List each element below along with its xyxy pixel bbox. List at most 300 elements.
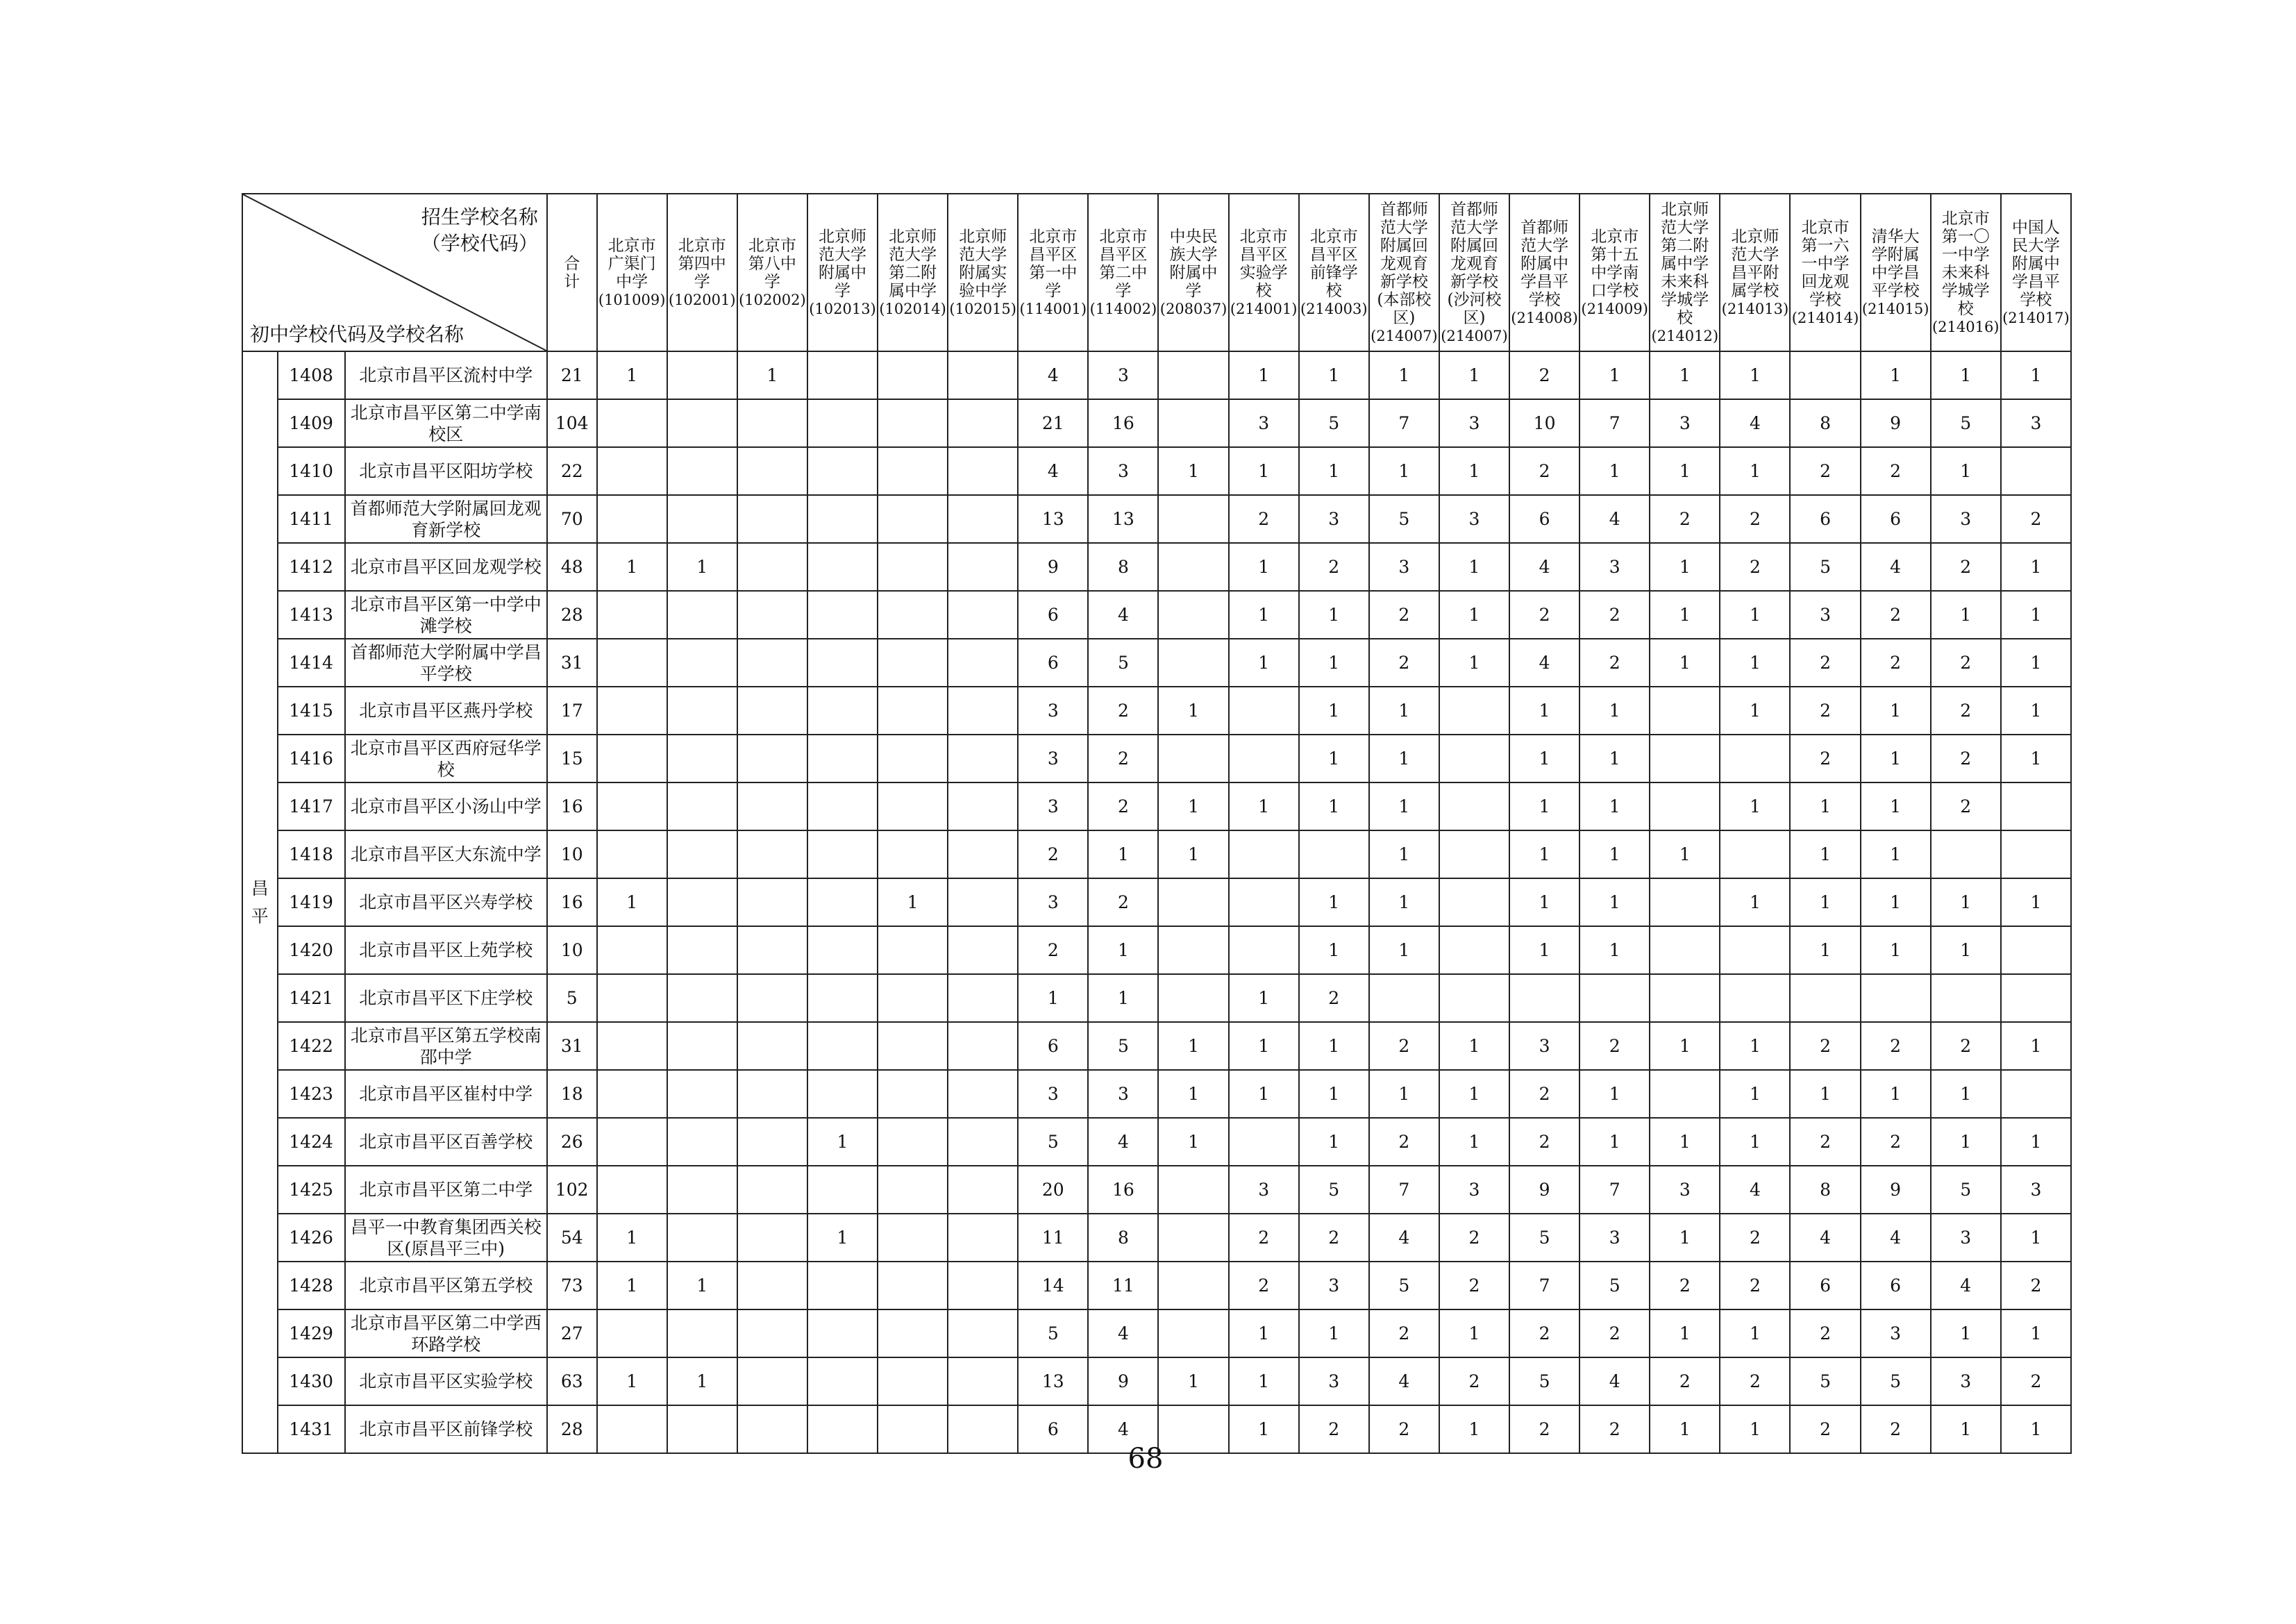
- quota-cell: 4: [1720, 399, 1790, 447]
- quota-cell: [597, 830, 667, 878]
- quota-cell: 1: [1579, 687, 1650, 735]
- quota-cell: 1: [1931, 351, 2001, 399]
- quota-cell: 1: [1720, 447, 1790, 495]
- quota-cell: 5: [1088, 639, 1158, 687]
- quota-cell: 7: [1579, 399, 1650, 447]
- school-code-cell: 1429: [278, 1309, 345, 1357]
- quota-cell: 6: [1509, 495, 1579, 543]
- quota-cell: [667, 399, 737, 447]
- quota-cell: 1: [1299, 351, 1369, 399]
- quota-cell: [737, 495, 807, 543]
- quota-cell: [807, 687, 878, 735]
- quota-cell: [737, 1070, 807, 1118]
- quota-cell: 3: [1439, 1166, 1509, 1214]
- quota-cell: [948, 926, 1018, 974]
- quota-cell: [807, 830, 878, 878]
- quota-cell: 4: [1579, 1357, 1650, 1405]
- quota-cell: 13: [1018, 495, 1088, 543]
- quota-cell: [737, 974, 807, 1022]
- quota-cell: 6: [1861, 1262, 1931, 1309]
- quota-cell: 1: [2001, 639, 2071, 687]
- quota-cell: [807, 399, 878, 447]
- total-cell: 28: [547, 1405, 597, 1453]
- quota-cell: 2: [2001, 1357, 2071, 1405]
- quota-cell: [1229, 878, 1299, 926]
- quota-cell: 1: [1229, 1022, 1299, 1070]
- quota-cell: [948, 1405, 1018, 1453]
- school-code-cell: 1416: [278, 735, 345, 782]
- school-code-cell: 1409: [278, 399, 345, 447]
- quota-cell: 1: [1650, 543, 1720, 591]
- quota-cell: [597, 399, 667, 447]
- school-column-name: 首都师 范大学 附属回 龙观育 新学校 (本部校 区): [1377, 200, 1432, 327]
- quota-cell: 1: [1229, 447, 1299, 495]
- quota-cell: [667, 1166, 737, 1214]
- quota-cell: 3: [1088, 351, 1158, 399]
- school-name-cell: 北京市昌平区兴寿学校: [345, 878, 547, 926]
- quota-cell: 1: [597, 1262, 667, 1309]
- total-column-header: 合 计: [547, 194, 597, 351]
- school-code-cell: 1422: [278, 1022, 345, 1070]
- quota-cell: 1: [1720, 1309, 1790, 1357]
- quota-cell: 3: [1790, 591, 1860, 639]
- quota-cell: [667, 1214, 737, 1262]
- table-row: [242, 447, 2071, 495]
- quota-cell: 1: [1369, 351, 1439, 399]
- table-row: [242, 830, 2071, 878]
- quota-cell: 1: [1299, 687, 1369, 735]
- quota-cell: 1: [1299, 591, 1369, 639]
- quota-cell: 1: [2001, 351, 2071, 399]
- total-cell: 102: [547, 1166, 597, 1214]
- quota-cell: 7: [1369, 1166, 1439, 1214]
- school-column-header: [1299, 194, 1369, 351]
- quota-cell: 1: [597, 351, 667, 399]
- quota-cell: [878, 1166, 948, 1214]
- table-header-row: [242, 194, 2071, 351]
- quota-cell: [597, 1309, 667, 1357]
- quota-cell: 3: [1369, 543, 1439, 591]
- quota-cell: 1: [1369, 735, 1439, 782]
- quota-cell: 1: [597, 878, 667, 926]
- quota-cell: [878, 830, 948, 878]
- quota-cell: 1: [2001, 1118, 2071, 1166]
- quota-cell: 2: [1509, 447, 1579, 495]
- quota-cell: 1: [1439, 447, 1509, 495]
- quota-cell: [878, 782, 948, 830]
- quota-cell: 1: [1088, 830, 1158, 878]
- quota-cell: 1: [1650, 1405, 1720, 1453]
- quota-cell: 3: [1018, 687, 1088, 735]
- quota-cell: [1650, 974, 1720, 1022]
- total-cell: 16: [547, 878, 597, 926]
- quota-cell: 1: [1229, 974, 1299, 1022]
- quota-cell: [597, 782, 667, 830]
- school-column-name: 北京市 第四中 学: [678, 236, 726, 291]
- school-column-header: [1650, 194, 1720, 351]
- school-code-cell: 1415: [278, 687, 345, 735]
- quota-cell: 1: [1439, 1118, 1509, 1166]
- school-column-name: 首都师 范大学 附属回 龙观育 新学校 (沙河校 区): [1447, 200, 1502, 327]
- school-code-cell: 1408: [278, 351, 345, 399]
- school-column-code: (214017): [2002, 309, 2070, 326]
- quota-cell: 1: [1158, 782, 1228, 830]
- quota-cell: 20: [1018, 1166, 1088, 1214]
- quota-cell: [807, 1022, 878, 1070]
- school-name-cell: 北京市昌平区崔村中学: [345, 1070, 547, 1118]
- table-row: [242, 1070, 2071, 1118]
- school-column-header: [1720, 194, 1790, 351]
- quota-cell: 4: [1088, 1118, 1158, 1166]
- quota-cell: 1: [2001, 543, 2071, 591]
- quota-cell: [2001, 926, 2071, 974]
- quota-cell: 1: [2001, 687, 2071, 735]
- quota-cell: [948, 447, 1018, 495]
- quota-cell: 11: [1018, 1214, 1088, 1262]
- quota-cell: [948, 735, 1018, 782]
- quota-cell: [2001, 447, 2071, 495]
- school-code-cell: 1412: [278, 543, 345, 591]
- total-cell: 73: [547, 1262, 597, 1309]
- quota-cell: [1158, 878, 1228, 926]
- quota-cell: 1: [1088, 974, 1158, 1022]
- table-row: [242, 591, 2071, 639]
- quota-cell: 2: [1088, 782, 1158, 830]
- table-row: [242, 351, 2071, 399]
- total-cell: 54: [547, 1214, 597, 1262]
- quota-cell: 3: [1018, 878, 1088, 926]
- quota-cell: [667, 926, 737, 974]
- quota-cell: [1158, 1166, 1228, 1214]
- table-row: [242, 1214, 2071, 1262]
- quota-cell: [597, 1118, 667, 1166]
- school-name-cell: 北京市昌平区前锋学校: [345, 1405, 547, 1453]
- quota-cell: 6: [1861, 495, 1931, 543]
- quota-cell: 1: [1861, 878, 1931, 926]
- quota-cell: [1229, 1118, 1299, 1166]
- quota-cell: [1158, 639, 1228, 687]
- quota-cell: 1: [1229, 543, 1299, 591]
- quota-cell: [807, 1405, 878, 1453]
- school-column-name: 北京市 第八中 学: [748, 236, 796, 291]
- quota-cell: 1: [1720, 591, 1790, 639]
- quota-cell: 1: [1861, 351, 1931, 399]
- quota-cell: 1: [1650, 830, 1720, 878]
- school-column-name: 北京市 第十五 中学南 口学校: [1591, 227, 1639, 300]
- quota-cell: [878, 1022, 948, 1070]
- quota-cell: 21: [1018, 399, 1088, 447]
- quota-cell: 11: [1088, 1262, 1158, 1309]
- quota-cell: 2: [1790, 1309, 1860, 1357]
- school-name-cell: 北京市昌平区百善学校: [345, 1118, 547, 1166]
- quota-cell: 1: [1439, 543, 1509, 591]
- school-column-code: (214014): [1791, 309, 1859, 326]
- quota-cell: [667, 495, 737, 543]
- quota-cell: 1: [1579, 735, 1650, 782]
- quota-cell: 2: [1369, 1405, 1439, 1453]
- quota-cell: 1: [667, 1357, 737, 1405]
- quota-cell: 2: [1720, 543, 1790, 591]
- table-row: [242, 495, 2071, 543]
- quota-cell: [807, 543, 878, 591]
- quota-cell: [1720, 974, 1790, 1022]
- quota-cell: 7: [1579, 1166, 1650, 1214]
- school-code-cell: 1411: [278, 495, 345, 543]
- quota-cell: 1: [1650, 351, 1720, 399]
- quota-cell: 1: [1579, 926, 1650, 974]
- admission-quota-table: [242, 193, 2072, 1454]
- school-name-cell: 北京市昌平区上苑学校: [345, 926, 547, 974]
- quota-cell: [597, 591, 667, 639]
- quota-cell: 1: [1579, 1118, 1650, 1166]
- quota-cell: [1720, 830, 1790, 878]
- quota-cell: 5: [1088, 1022, 1158, 1070]
- school-column-name: 首都师 范大学 附属中 学昌平 学校: [1520, 218, 1569, 309]
- quota-cell: [948, 1262, 1018, 1309]
- quota-cell: 1: [1720, 687, 1790, 735]
- quota-cell: 1: [1369, 687, 1439, 735]
- quota-cell: 3: [1018, 735, 1088, 782]
- quota-cell: [1369, 974, 1439, 1022]
- quota-cell: 2: [1790, 447, 1860, 495]
- quota-cell: 1: [1931, 447, 2001, 495]
- quota-cell: 13: [1018, 1357, 1088, 1405]
- quota-cell: 1: [1861, 687, 1931, 735]
- quota-cell: 4: [1931, 1262, 2001, 1309]
- quota-cell: 2: [1509, 351, 1579, 399]
- quota-cell: 1: [1509, 830, 1579, 878]
- school-column-code: (102002): [739, 291, 806, 308]
- school-code-cell: 1410: [278, 447, 345, 495]
- quota-cell: 2: [1018, 830, 1088, 878]
- quota-cell: 2: [2001, 495, 2071, 543]
- quota-cell: [597, 926, 667, 974]
- quota-cell: [878, 639, 948, 687]
- quota-cell: 2: [1790, 639, 1860, 687]
- school-column-code: (102015): [949, 300, 1016, 317]
- quota-cell: [737, 1357, 807, 1405]
- quota-cell: 1: [1579, 447, 1650, 495]
- district-cell: 昌 平: [242, 351, 278, 1453]
- quota-cell: [807, 351, 878, 399]
- quota-cell: 2: [1790, 687, 1860, 735]
- quota-cell: 1: [1439, 1405, 1509, 1453]
- school-column-code: (214015): [1861, 300, 1929, 317]
- quota-cell: 2: [1720, 1262, 1790, 1309]
- quota-cell: 2: [1229, 1262, 1299, 1309]
- school-column-header: [1439, 194, 1509, 351]
- quota-cell: 2: [1579, 1405, 1650, 1453]
- quota-cell: 1: [1369, 782, 1439, 830]
- quota-cell: 9: [1509, 1166, 1579, 1214]
- total-cell: 63: [547, 1357, 597, 1405]
- school-column-header: [1931, 194, 2001, 351]
- quota-cell: 1: [1299, 639, 1369, 687]
- quota-cell: 2: [1790, 1022, 1860, 1070]
- quota-cell: [878, 1405, 948, 1453]
- quota-cell: 1: [1720, 782, 1790, 830]
- quota-cell: [597, 495, 667, 543]
- school-code-cell: 1428: [278, 1262, 345, 1309]
- quota-cell: 1: [1720, 1118, 1790, 1166]
- quota-cell: [1650, 782, 1720, 830]
- quota-cell: [948, 495, 1018, 543]
- table-row: [242, 543, 2071, 591]
- quota-cell: [807, 1357, 878, 1405]
- school-name-cell: 北京市昌平区第五学校: [345, 1262, 547, 1309]
- school-column-code: (102013): [809, 300, 876, 317]
- table-row: [242, 926, 2071, 974]
- school-code-cell: 1431: [278, 1405, 345, 1453]
- school-column-code: (102014): [879, 300, 946, 317]
- school-column-code: (214003): [1300, 300, 1368, 317]
- school-name-cell: 北京市昌平区第二中学: [345, 1166, 547, 1214]
- quota-cell: [1931, 974, 2001, 1022]
- quota-cell: 1: [1650, 1309, 1720, 1357]
- table-row: [242, 639, 2071, 687]
- school-column-code: (102001): [668, 291, 736, 308]
- school-code-cell: 1424: [278, 1118, 345, 1166]
- quota-cell: [597, 639, 667, 687]
- quota-cell: 1: [1229, 1070, 1299, 1118]
- quota-cell: 1: [878, 878, 948, 926]
- quota-cell: 1: [597, 1357, 667, 1405]
- quota-cell: 1: [1439, 591, 1509, 639]
- quota-cell: [807, 1166, 878, 1214]
- quota-cell: 1: [667, 1262, 737, 1309]
- quota-cell: 5: [1018, 1309, 1088, 1357]
- quota-cell: [878, 1309, 948, 1357]
- table-row: [242, 1309, 2071, 1357]
- quota-cell: [1229, 687, 1299, 735]
- quota-cell: [807, 735, 878, 782]
- quota-cell: 1: [1299, 447, 1369, 495]
- quota-cell: 1: [1720, 639, 1790, 687]
- quota-cell: 2: [1861, 1022, 1931, 1070]
- quota-cell: [878, 1070, 948, 1118]
- school-code-cell: 1430: [278, 1357, 345, 1405]
- quota-cell: [597, 1166, 667, 1214]
- quota-cell: [597, 1070, 667, 1118]
- quota-cell: [737, 735, 807, 782]
- quota-cell: [807, 447, 878, 495]
- quota-cell: [1158, 735, 1228, 782]
- school-column-header: [1369, 194, 1439, 351]
- quota-cell: 2: [1931, 687, 2001, 735]
- quota-cell: [1650, 1070, 1720, 1118]
- quota-cell: [807, 1309, 878, 1357]
- quota-cell: 1: [1158, 830, 1228, 878]
- quota-cell: [948, 687, 1018, 735]
- quota-cell: 3: [1650, 1166, 1720, 1214]
- quota-cell: 2: [1088, 687, 1158, 735]
- table-body: [242, 351, 2071, 1453]
- quota-cell: 3: [1229, 1166, 1299, 1214]
- quota-cell: 2: [1369, 639, 1439, 687]
- quota-cell: 3: [1439, 495, 1509, 543]
- school-column-header: [1158, 194, 1228, 351]
- quota-cell: 5: [1299, 399, 1369, 447]
- quota-cell: 5: [1931, 399, 2001, 447]
- total-cell: 10: [547, 830, 597, 878]
- school-column-header: [2001, 194, 2071, 351]
- quota-cell: 1: [2001, 591, 2071, 639]
- quota-cell: [737, 399, 807, 447]
- quota-cell: 2: [1861, 639, 1931, 687]
- quota-cell: 5: [1790, 1357, 1860, 1405]
- quota-cell: 2: [1861, 1405, 1931, 1453]
- school-column-header: [1790, 194, 1860, 351]
- quota-cell: 2: [1650, 1262, 1720, 1309]
- quota-cell: 5: [1861, 1357, 1931, 1405]
- quota-cell: [737, 1309, 807, 1357]
- quota-cell: 2: [1509, 1070, 1579, 1118]
- quota-cell: [737, 591, 807, 639]
- quota-cell: 1: [1861, 926, 1931, 974]
- quota-cell: 1: [1439, 1309, 1509, 1357]
- quota-cell: [948, 1022, 1018, 1070]
- total-cell: 104: [547, 399, 597, 447]
- quota-cell: 1: [1439, 1022, 1509, 1070]
- total-cell: 10: [547, 926, 597, 974]
- quota-cell: 1: [1861, 782, 1931, 830]
- quota-cell: 1: [597, 543, 667, 591]
- quota-cell: 1: [1579, 1070, 1650, 1118]
- quota-cell: [667, 735, 737, 782]
- quota-cell: [807, 495, 878, 543]
- quota-cell: 2: [1579, 639, 1650, 687]
- quota-cell: [878, 1262, 948, 1309]
- quota-cell: 3: [1579, 543, 1650, 591]
- quota-cell: [737, 1262, 807, 1309]
- quota-cell: 7: [1509, 1262, 1579, 1309]
- quota-cell: 5: [1509, 1357, 1579, 1405]
- quota-cell: 9: [1861, 1166, 1931, 1214]
- quota-cell: 2: [1931, 782, 2001, 830]
- school-code-cell: 1425: [278, 1166, 345, 1214]
- school-column-code: (214001): [1230, 300, 1298, 317]
- corner-header-cell: [242, 194, 547, 351]
- table-row: [242, 1357, 2071, 1405]
- quota-cell: [667, 687, 737, 735]
- quota-cell: 2: [1579, 591, 1650, 639]
- school-column-code: (114002): [1089, 300, 1157, 317]
- quota-cell: 1: [1861, 735, 1931, 782]
- quota-cell: [948, 974, 1018, 1022]
- quota-cell: [948, 543, 1018, 591]
- school-name-cell: 北京市昌平区大东流中学: [345, 830, 547, 878]
- quota-cell: 1: [1931, 926, 2001, 974]
- school-name-cell: 北京市昌平区第五学校南邵中学: [345, 1022, 547, 1070]
- quota-cell: [878, 591, 948, 639]
- quota-cell: 2: [1509, 1118, 1579, 1166]
- quota-cell: 2: [1931, 543, 2001, 591]
- quota-cell: 6: [1018, 1022, 1088, 1070]
- quota-cell: 9: [1861, 399, 1931, 447]
- quota-cell: 1: [1720, 1070, 1790, 1118]
- total-cell: 27: [547, 1309, 597, 1357]
- table-row: [242, 399, 2071, 447]
- school-column-name: 清华大 学附属 中学昌 平学校: [1871, 227, 1920, 300]
- school-column-code: (208037): [1159, 300, 1227, 317]
- total-cell: 26: [547, 1118, 597, 1166]
- school-code-cell: 1414: [278, 639, 345, 687]
- quota-cell: [948, 1309, 1018, 1357]
- quota-cell: [667, 591, 737, 639]
- quota-cell: [878, 399, 948, 447]
- quota-cell: 4: [1790, 1214, 1860, 1262]
- quota-cell: 1: [1088, 926, 1158, 974]
